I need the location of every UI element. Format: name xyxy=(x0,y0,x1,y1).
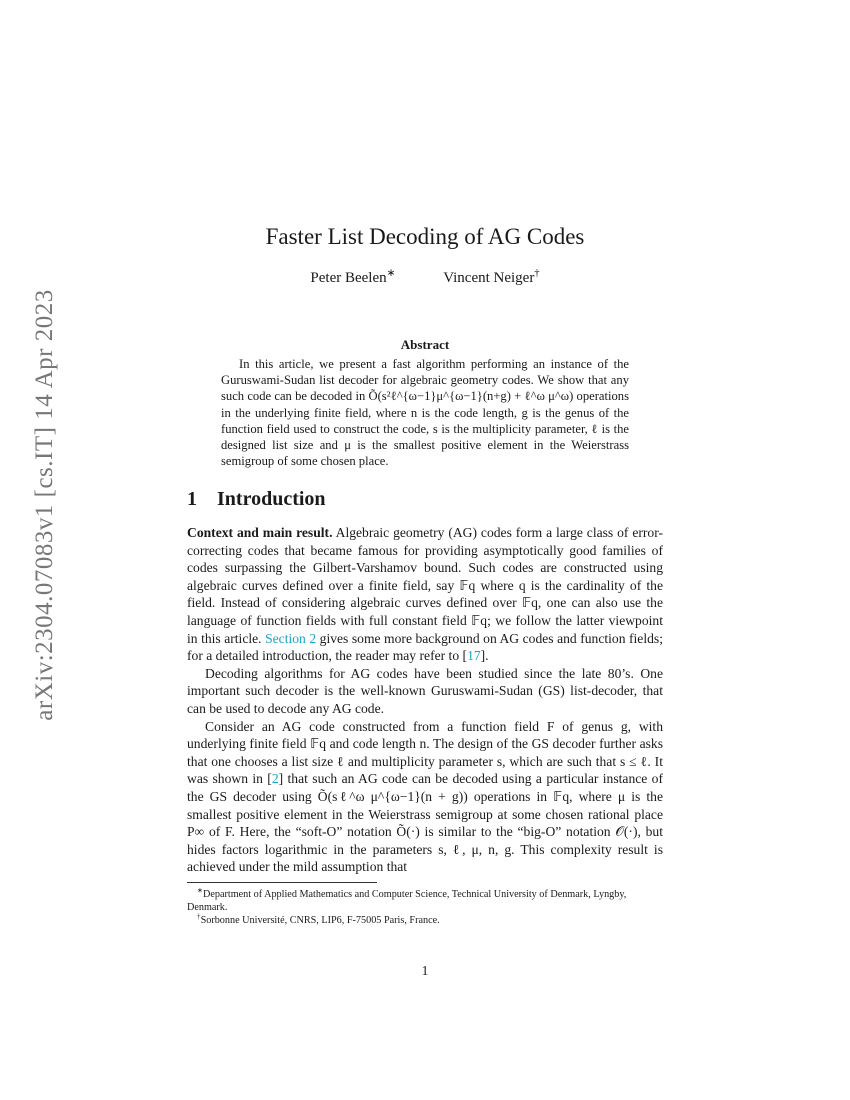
paper-title: Faster List Decoding of AG Codes xyxy=(265,224,585,249)
author-1-name: Peter Beelen xyxy=(310,270,387,286)
section-number: 1 xyxy=(187,488,197,510)
paragraph-2: Decoding algorithms for AG codes have been studied since the late 80’s. One important such decoder is the well-known Guruswami-Sudan (GS) list-decoder, that can be used to decode any AG code. xyxy=(187,665,663,716)
footnote-1-text: Department of Applied Mathematics and Computer Science, Technical University of Denmark, Lyngby, Denmark. xyxy=(187,889,627,914)
paragraph-runin-heading: Context and main result. xyxy=(187,525,333,540)
footnote-2-mark: † xyxy=(197,913,201,922)
footnotes xyxy=(187,888,663,928)
author-2 xyxy=(443,270,539,287)
abstract-heading: Abstract xyxy=(400,337,450,352)
section-2-link[interactable]: Section 2 xyxy=(265,630,317,646)
author-1-mark: ∗ xyxy=(386,268,396,279)
author-list xyxy=(0,270,850,287)
body-text xyxy=(187,524,663,876)
paragraph-3-part-b: ] that such an AG code can be decoded using a particular instance of the GS decoder using Õ(sℓ^ω μ^{ω−1}(n + g)) operations in 𝔽q, where μ is the smallest positive element in the Weierstrass semigroup at some chosen rational place P∞ of F. Here, the “soft-O” notation Õ(·) is similar to the “big-O” notation 𝒪(·), but hides factors logarithmic in the parameters s, ℓ, μ, n, g. This complexity result is achieved under the mild assumption that xyxy=(187,771,664,875)
footnote-1-mark: ∗ xyxy=(197,886,203,895)
footnote-rule xyxy=(187,882,377,883)
author-2-mark: † xyxy=(534,268,540,279)
paragraph-1-part-c: ]. xyxy=(480,648,489,664)
footnote-1 xyxy=(187,888,663,914)
footnote-2-text: Sorbonne Université, CNRS, LIP6, F-75005 Paris, France. xyxy=(200,915,440,927)
arxiv-identifier: arXiv:2304.07083v1 [cs.IT] 14 Apr 2023 xyxy=(31,289,58,721)
abstract-text: In this article, we present a fast algorithm performing an instance of the Guruswami-Sudan list decoder for algebraic geometry codes. We show that any such code can be decoded in Õ(s²ℓ^{ω−1}μ^{ω−1}(n+g) + ℓ^ω μ^ω) operations in the underlying finite field, where n is the code length, g is the genus of the function field used to construct the code, s is the multiplicity parameter, ℓ is the designed list size and μ is the smallest positive element in the Weierstrass semigroup of some chosen place. xyxy=(221,357,629,469)
paragraph-3-part-a: Consider an AG code constructed from a function field F of genus g, with underlying finite field 𝔽q and code length n. The design of the GS decoder further asks that one chooses a list size ℓ and multiplicity parameter s, which are such that s ≤ ℓ. It was shown in [ xyxy=(187,718,663,787)
paragraph-1-part-b: gives some more background on AG codes and function fields; for a detailed introduction, the reader may refer to [ xyxy=(187,630,663,664)
footnote-2 xyxy=(187,914,663,927)
page-number: 1 xyxy=(421,963,429,978)
citation-17-link[interactable]: 17 xyxy=(467,648,481,664)
arxiv-sidebar xyxy=(20,289,70,721)
paragraph-3 xyxy=(187,718,663,876)
abstract-block xyxy=(221,356,629,469)
author-2-name: Vincent Neiger xyxy=(443,270,535,286)
paragraph-1-part-a: Algebraic geometry (AG) codes form a large class of error-correcting codes that became famous for providing asymptotically good families of codes surpassing the Gilbert-Varshamov bound. Such codes are constructed using algebraic curves defined over a finite field, say 𝔽q where q is the cardinality of the field. Instead of considering algebraic curves defined over 𝔽q, one can also use the language of function fields with full constant field 𝔽q; we follow the latter viewpoint in this article. xyxy=(187,525,663,646)
paragraph-1 xyxy=(187,524,663,665)
section-title: Introduction xyxy=(217,488,326,510)
author-1 xyxy=(310,270,395,287)
section-heading xyxy=(187,488,326,511)
citation-2-link[interactable]: 2 xyxy=(271,771,279,787)
